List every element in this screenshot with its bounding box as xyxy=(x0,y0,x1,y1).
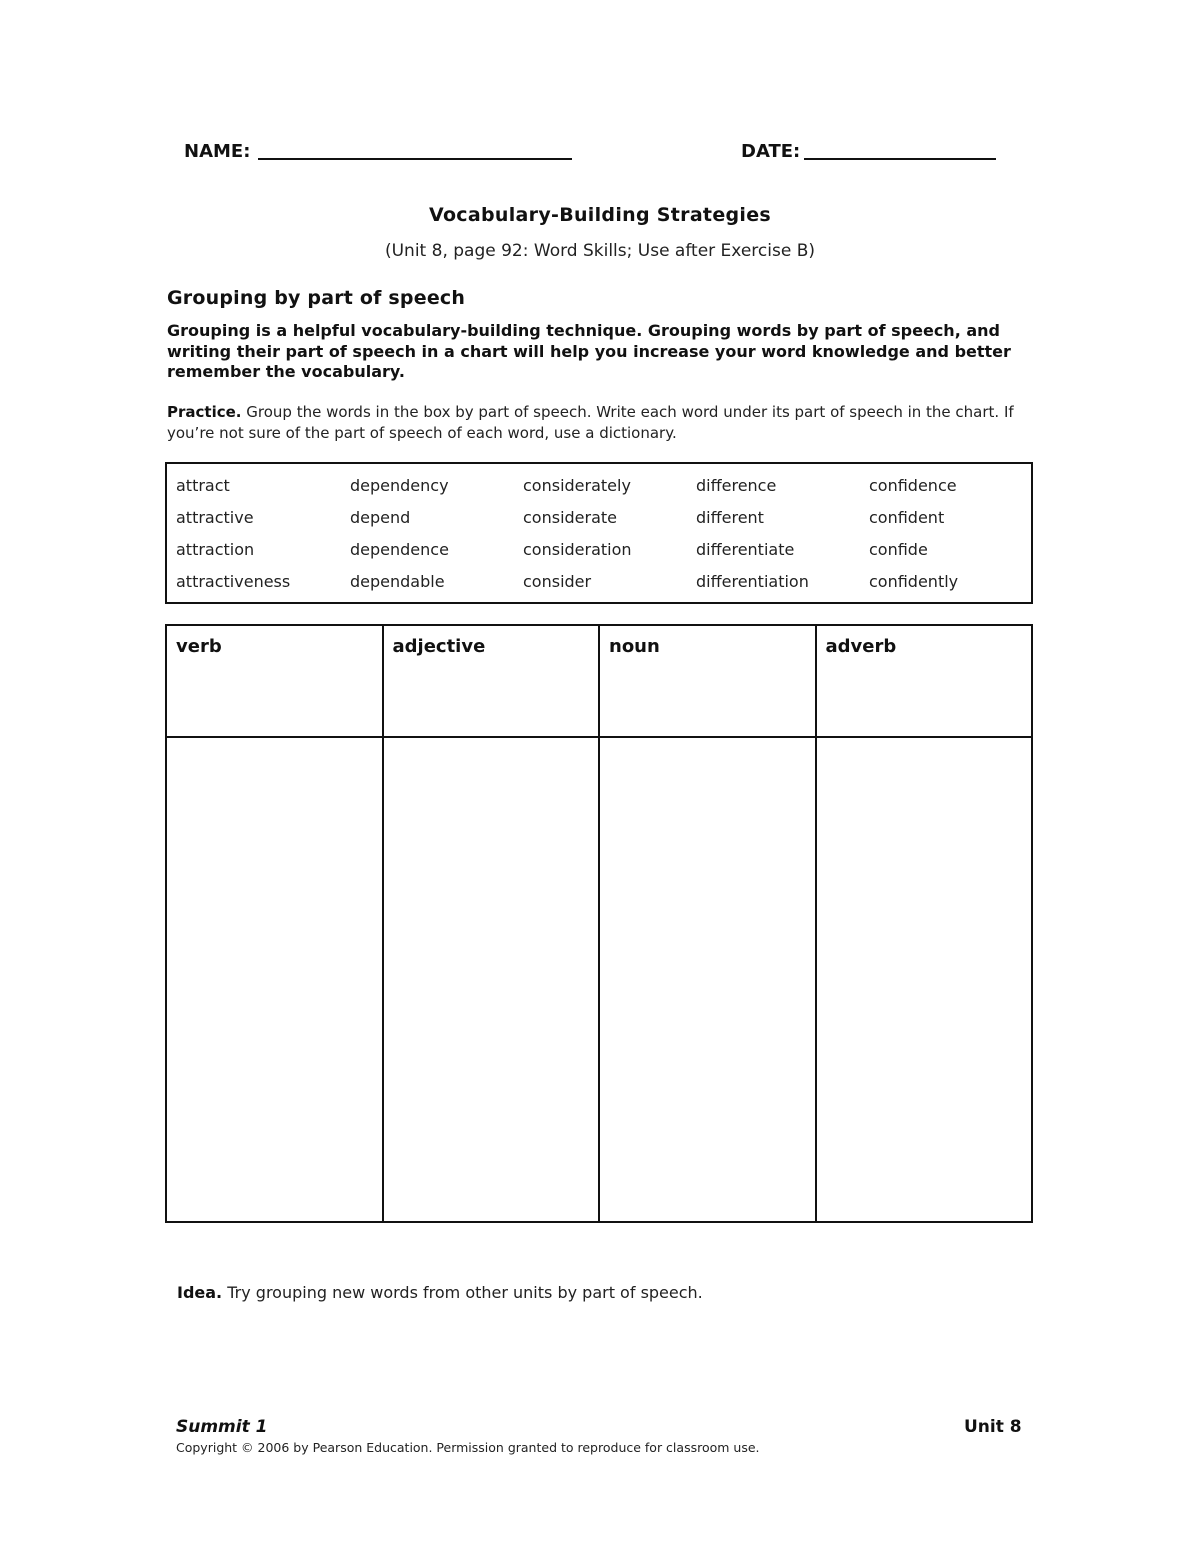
word-item: dependency xyxy=(350,476,449,495)
page-subtitle: (Unit 8, page 92: Word Skills; Use after Exercise B) xyxy=(384,241,815,261)
section-heading: Grouping by part of speech xyxy=(167,287,466,309)
copyright-notice: Copyright © 2006 by Pearson Education. Permission granted to reproduce for classroom use. xyxy=(176,1440,760,1455)
word-item: attractiveness xyxy=(176,572,291,591)
word-item: attraction xyxy=(176,540,255,559)
chart-header-cell xyxy=(166,625,383,737)
practice-lead: Practice. xyxy=(167,403,242,421)
verb-answer-cell[interactable] xyxy=(166,737,383,1222)
footer-book-title: Summit 1 xyxy=(176,1417,268,1437)
idea-note xyxy=(177,1283,703,1302)
word-column xyxy=(523,472,693,600)
word-item: confide xyxy=(869,540,928,559)
word-item: differentiate xyxy=(696,540,795,559)
idea-text: Try grouping new words from other units by part of speech. xyxy=(227,1283,703,1302)
word-item: considerate xyxy=(523,508,618,527)
word-item: consider xyxy=(523,572,592,591)
word-item: attractive xyxy=(176,508,254,527)
chart-header-cell xyxy=(599,625,816,737)
chart-header-noun: noun xyxy=(609,636,660,657)
chart-header-adjective: adjective xyxy=(392,636,486,657)
date-label: DATE: xyxy=(741,141,801,162)
word-item: dependence xyxy=(350,540,449,559)
word-item: depend xyxy=(350,508,411,527)
word-item: dependable xyxy=(350,572,445,591)
intro-paragraph: Grouping is a helpful vocabulary-building technique. Grouping words by part of speech, and writing their part of speech in a chart will help you increase your word knowledge and better remember the vocabulary. xyxy=(167,321,1011,381)
word-item: confidence xyxy=(869,476,957,495)
word-item: difference xyxy=(696,476,777,495)
practice-instructions xyxy=(167,402,1047,444)
word-column xyxy=(869,472,1039,600)
word-item: consideration xyxy=(523,540,632,559)
idea-lead: Idea. xyxy=(177,1283,223,1302)
chart-header-cell xyxy=(383,625,600,737)
page-title: Vocabulary-Building Strategies xyxy=(428,204,772,226)
word-column xyxy=(696,472,866,600)
word-column xyxy=(176,472,346,600)
name-field-line[interactable] xyxy=(258,158,572,160)
chart-header-adverb: adverb xyxy=(825,636,897,657)
word-item: different xyxy=(696,508,764,527)
part-of-speech-chart xyxy=(165,624,1033,1223)
adverb-answer-cell[interactable] xyxy=(816,737,1033,1222)
word-item: confident xyxy=(869,508,945,527)
word-item: attract xyxy=(176,476,230,495)
date-field-line[interactable] xyxy=(804,158,996,160)
practice-text: Group the words in the box by part of speech. Write each word under its part of speech in the chart. If you’re not sure of the part of speech of each word, use a dictionary. xyxy=(167,403,1014,442)
name-label: NAME: xyxy=(184,141,251,162)
word-item: considerately xyxy=(523,476,631,495)
adjective-answer-cell[interactable] xyxy=(383,737,600,1222)
chart-header-cell xyxy=(816,625,1033,737)
word-column xyxy=(350,472,520,600)
footer-unit: Unit 8 xyxy=(964,1417,1022,1437)
chart-header-verb: verb xyxy=(176,636,222,657)
word-item: differentiation xyxy=(696,572,809,591)
word-box xyxy=(165,462,1033,604)
word-item: confidently xyxy=(869,572,959,591)
noun-answer-cell[interactable] xyxy=(599,737,816,1222)
